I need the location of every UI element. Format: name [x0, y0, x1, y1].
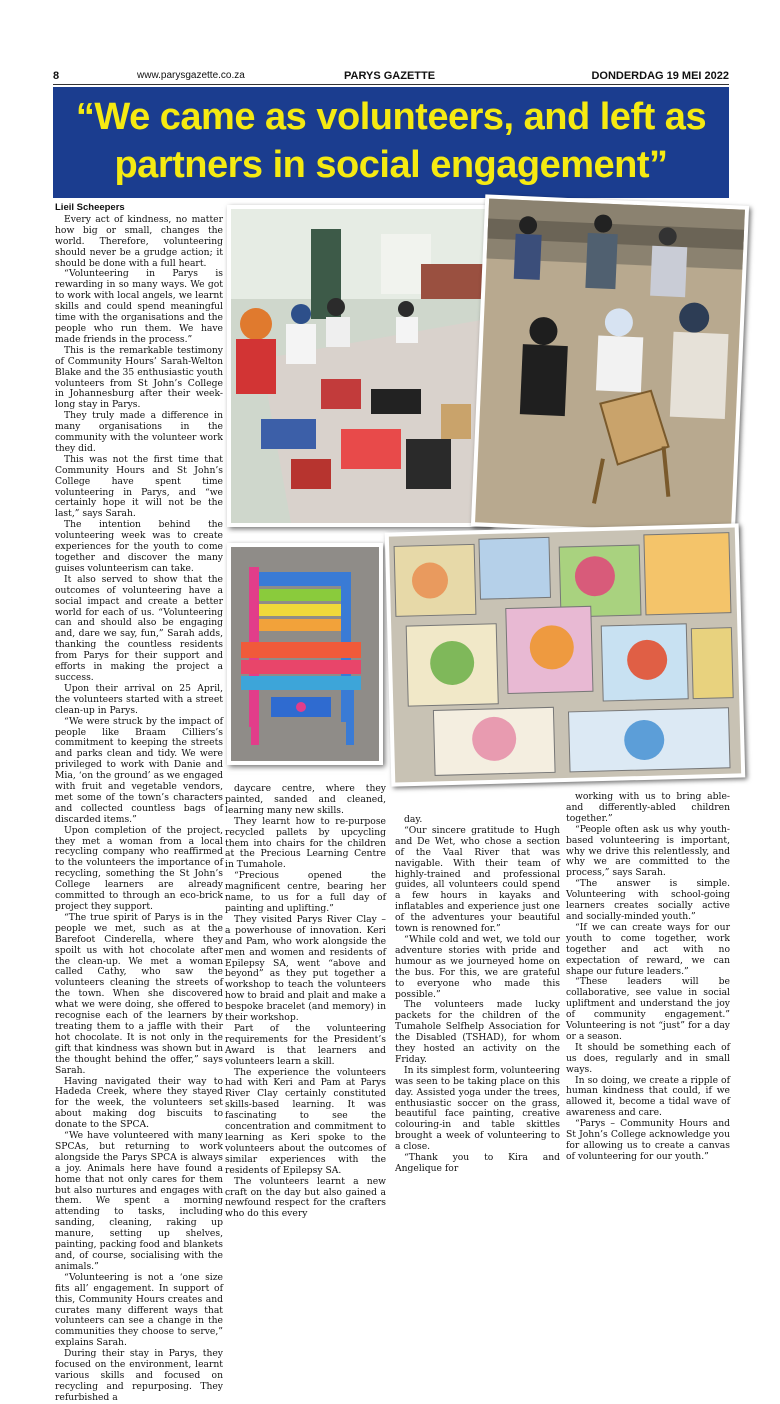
article-paragraph: daycare centre, where they painted, sanded and cleaned, learning many new skills. — [225, 783, 386, 816]
page-number: 8 — [53, 70, 60, 82]
article-paragraph: Upon completion of the project, they met a woman from a local recycling company who reaffirmed to the volunteers the importance of recycling, something the St John’s College learners are already committed to through an eco-brick project they support. — [55, 824, 223, 912]
article-paragraph: “People often ask us why youth-based volunteering is important, why we drive this relentlessly, and why we are committed to the process,” says Sarah. — [566, 823, 730, 879]
article-paragraph: They visited Parys River Clay – a powerhouse of innovation. Keri and Pam, who work alongside the men and women and residents of Epilepsy SA, went “above and beyond” as they put together a workshop to teach the volunteers how to braid and plait and make a bespoke bracelet (and memory) in their workshop. — [225, 913, 386, 1024]
issue-date: DONDERDAG 19 MEI 2022 — [591, 70, 729, 82]
article-paragraph: “Volunteering in Parys is rewarding in so many ways. We got to work with local angels, we learnt skills and could spend meaningful time with the organisations and the people who run them. We have made friends in the process.” — [55, 268, 223, 345]
article-paragraph: “Precious opened the magnificent centre, bearing her name, to us for a full day of painting and uplifting.” — [225, 870, 386, 914]
publication-name: PARYS GAZETTE — [344, 70, 436, 82]
article-paragraph: “Our sincere gratitude to Hugh and De Wet, who chose a section of the Vaal River that was navigable. With their team of highly-trained and professional guides, all volunteers could spend a few hours in kayaks and inflatables and experience just one of the adventures your beautiful town is renowned for.” — [395, 824, 560, 935]
photo-building-chairs — [471, 194, 749, 537]
article-paragraph: It also served to show that the outcomes of volunteering have a social impact and create a better world for each of us. “Volunteering can and should also be engaging and, dare we say, fun,” Sarah adds, thanking the countless residents from Parys for their support and efforts in making the project a success. — [55, 573, 223, 683]
article-paragraph: This is the remarkable testimony of Community Hours’ Sarah-Welton Blake and the 35 enthusiastic youth volunteers from St John’s College in Johannesburg after their week-long stay in Parys. — [55, 344, 223, 411]
article-paragraph: In so doing, we create a ripple of human kindness that could, if we allowed it, become a tidal wave of awareness and care. — [566, 1074, 730, 1119]
byline: Lieil Scheepers — [55, 202, 125, 213]
photo-colouring-artworks — [385, 523, 746, 786]
page-header — [53, 66, 729, 86]
headline: “We came as volunteers, and left as partners in social engagement” — [75, 96, 707, 186]
article-paragraph: This was not the first time that Community Hours and St John’s College have spent time volunteering in Parys, and “we certainly hope it will not be the last,” says Sarah. — [55, 453, 223, 520]
article-paragraph: Part of the volunteering requirements for the President’s Award is that learners and volunteers learn a skill. — [225, 1022, 386, 1067]
article-paragraph: Upon their arrival on 25 April, the volunteers started with a street clean-up in Parys. — [55, 682, 223, 716]
article-paragraph: Every act of kindness, no matter how big or small, changes the world. Therefore, volunteering should never be a grudge action; it should be done with a full heart. — [55, 213, 223, 269]
article-paragraph: “We were struck by the impact of people like Braam Cilliers’s commitment to keeping the streets and parks clean and tidy. We were privileged to work with Danie and Mia, ‘on the ground’ as we engaged with fruit and vegetable vendors, met some of the town’s characters and collected countless bags of discarded items.” — [55, 715, 223, 825]
article-paragraph: The volunteers made lucky packets for the children of the Tumahole Selfhelp Association for the Disabled (TSHAD), for whom they hosted an activity on the Friday. — [395, 999, 560, 1065]
photo-volunteers-painting-image — [231, 209, 487, 523]
article-paragraph: They learnt how to re-purpose recycled pallets by upcycling them into chairs for the children at the Precious Learning Centre in Tumahole. — [225, 815, 386, 871]
photo-volunteers-painting — [227, 205, 491, 527]
article-paragraph: “If we can create ways for our youth to come together, work together and act with no expectation of reward, we can shape our future leaders.” — [566, 921, 730, 977]
photo-rainbow-chair — [227, 543, 383, 765]
article-column-3 — [395, 814, 560, 1174]
article-paragraph: “We have volunteered with many SPCAs, but returning to work alongside the Parys SPCA is always a joy. Animals here have found a home that not only cares for them but also nurtures and engages with them. We spent a morning attending to tasks, including sanding, cleaning, raking up manure, setting up shelves, painting, packing food and blankets and, of course, socialising with the animals.” — [55, 1130, 223, 1272]
photo-building-chairs-image — [475, 199, 745, 534]
column-1-text — [55, 215, 223, 1404]
article-paragraph: working with us to bring able- and differently-abled children together.” — [566, 791, 730, 824]
article-paragraph: “The true spirit of Parys is in the people we met, such as at the Barefoot Cinderella, where they spoilt us with hot chocolate after the clean-up. We met a woman called Cathy, who saw the volunteers cleaning the streets of the town. When she discovered what we were doing, she offered to recognise each of the learners by treating them to a jaffle with their hot chocolate. It is not only in the gift that kindness was shown but in the thought behind the offer,” says Sarah. — [55, 911, 223, 1076]
article-paragraph: They truly made a difference in many organisations in the community with the volunteer work they did. — [55, 410, 223, 454]
article-paragraph: day. — [404, 814, 423, 825]
photo-rainbow-chair-image — [231, 547, 379, 761]
column-3-text — [395, 815, 560, 1175]
article-column-2 — [225, 783, 386, 1220]
photo-colouring-artworks-image — [389, 528, 741, 783]
article-paragraph: During their stay in Parys, they focused on the environment, learnt various skills and focused on recycling and repurposing. They refurbished a — [55, 1348, 223, 1403]
article-paragraph: The experience the volunteers had with Keri and Pam at Parys River Clay certainly constituted skills-based learning. It was fascinating to see the concentration and commitment to learning as Keri spoke to the volunteers about the outcomes of similar experiences with the residents of Epilepsy SA. — [225, 1066, 386, 1176]
website-url[interactable]: www.parysgazette.co.za — [137, 70, 245, 81]
headline-banner — [53, 87, 729, 198]
article-paragraph: “Volunteering is not a ‘one size fits all’ engagement. In support of this, Community Hours creates and curates many different ways that volunteers can see a change in the communities they choose to serve,” explains Sarah. — [55, 1271, 223, 1349]
article-paragraph: The volunteers learnt a new craft on the day but also gained a newfound respect for the crafters who do this every — [225, 1175, 386, 1220]
article-paragraph: The intention behind the volunteering week was to create experiences for the youth to come together and discover the many guises volunteerism can take. — [55, 519, 223, 574]
article-paragraph: It should be something each of us does, regularly and in small ways. — [566, 1041, 730, 1075]
article-paragraph: “Parys – Community Hours and St John’s College acknowledge you for allowing us to create a canvas of volunteering for our youth.” — [566, 1118, 730, 1162]
article-paragraph: In its simplest form, volunteering was seen to be taking place on this day. Assisted yoga under the trees, enthusiastic soccer on the grass, beautiful face painting, creative colouring-in and table skittles brought a week of volunteering to a close. — [395, 1064, 560, 1153]
article-paragraph: “These leaders will be collaborative, see value in social upliftment and understand the joy of community engagement.” Volunteering is not “just” for a day or a season. — [566, 976, 730, 1042]
header-rule — [53, 84, 729, 85]
article-paragraph: “While cold and wet, we told our adventure stories with pride and humour as we journeyed home on the bus. For this, we are grateful to everyone who made this possible.” — [395, 933, 560, 1000]
column-4-text — [566, 792, 730, 1163]
article-paragraph: “Thank you to Kira and Angelique for — [395, 1152, 560, 1174]
article-column-4 — [566, 791, 730, 1162]
article-paragraph: Having navigated their way to Hadeda Creek, where they stayed for the week, the volunteers set about making dog biscuits to donate to the SPCA. — [55, 1075, 223, 1131]
column-2-text — [225, 784, 386, 1220]
article-column-1 — [55, 202, 223, 1403]
article-paragraph: “The answer is simple. Volunteering with school-going learners creates socially active and socially-minded youth.” — [566, 878, 730, 922]
